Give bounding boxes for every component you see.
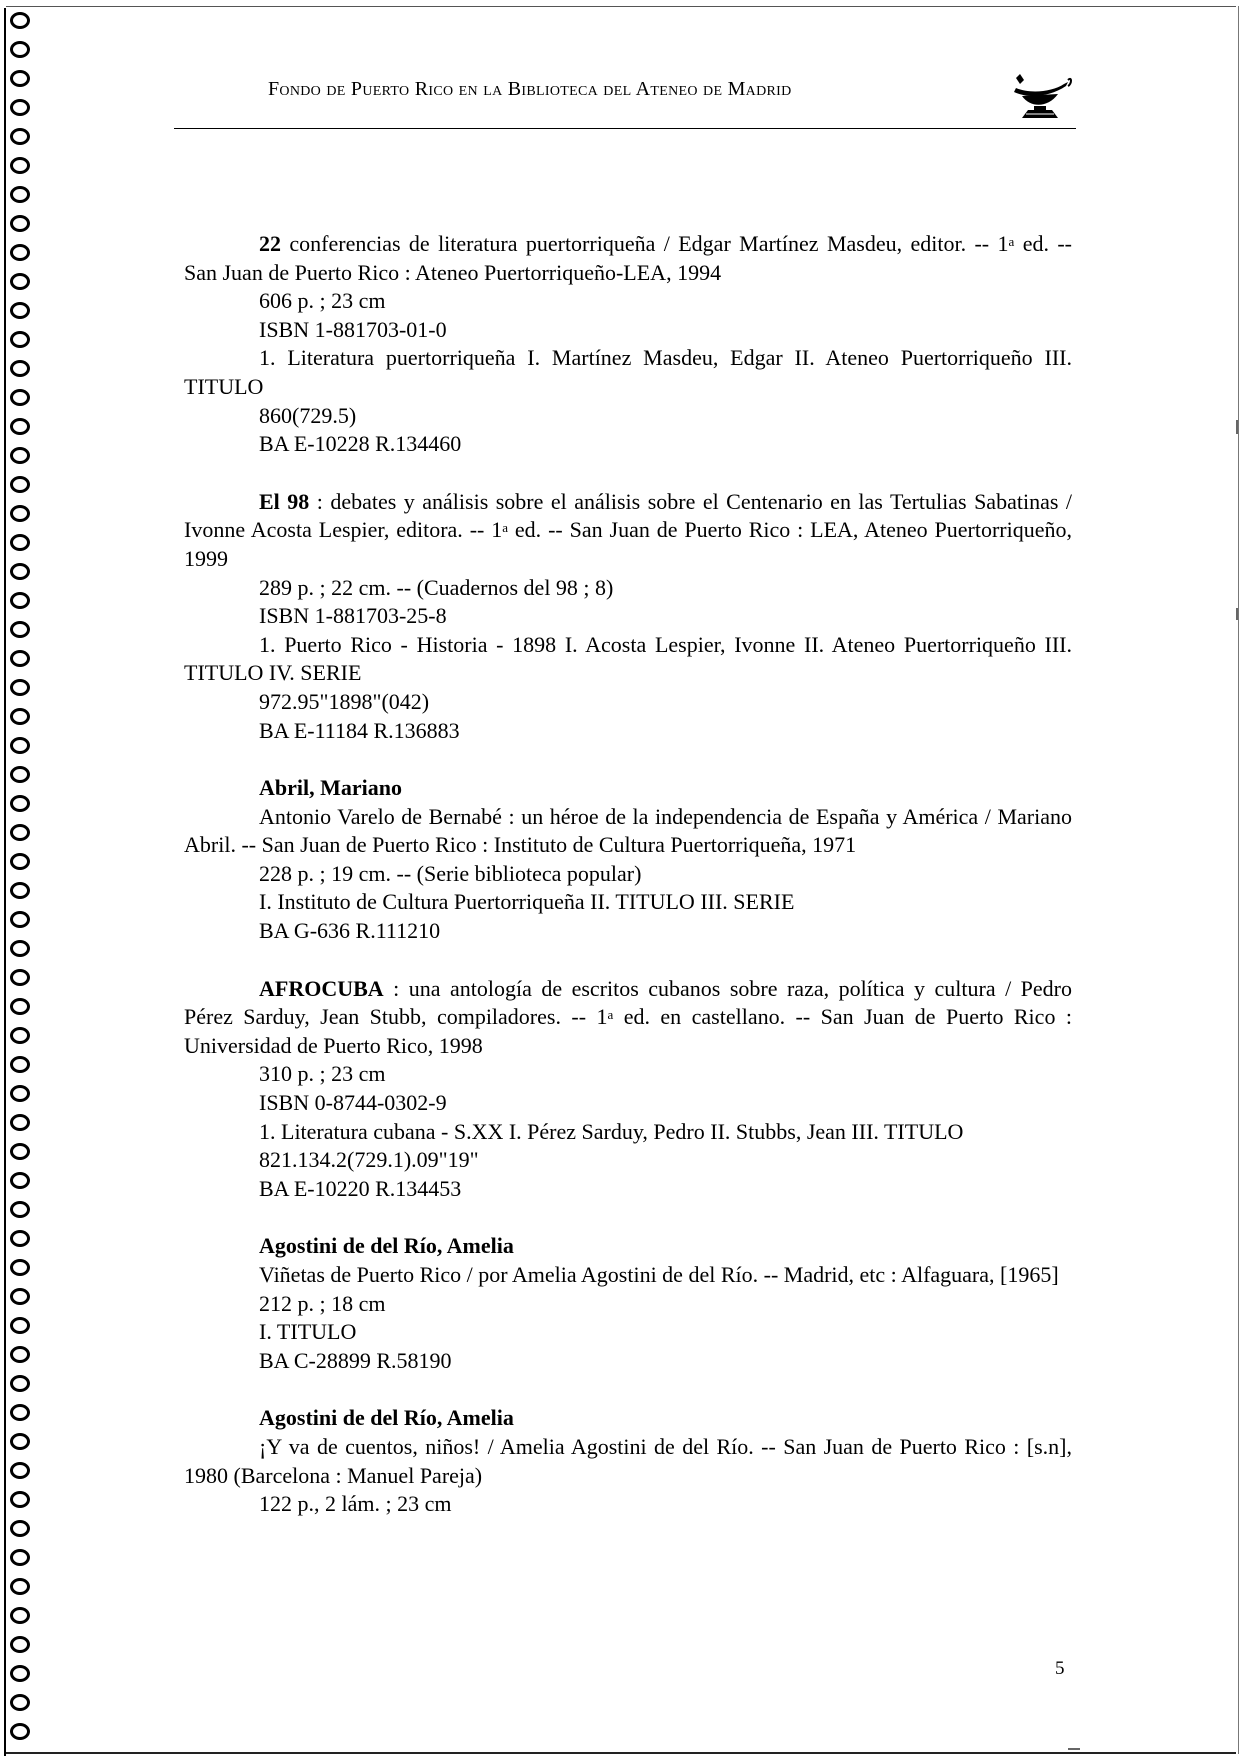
- binding-ring: [10, 1491, 30, 1508]
- catalog-entry: [184, 975, 1072, 1204]
- entry-classification: 972.95"1898"(042): [259, 688, 430, 714]
- binding-ring: [10, 1143, 30, 1160]
- binding-ring: [10, 476, 30, 493]
- binding-ring: [10, 534, 30, 551]
- binding-ring: [10, 911, 30, 928]
- binding-ring: [10, 331, 30, 348]
- binding-ring: [10, 1694, 30, 1711]
- binding-ring: [10, 1172, 30, 1189]
- entry-extent: 606 p. ; 23 cm: [259, 288, 386, 314]
- binding-edge: [4, 8, 6, 1756]
- scan-mark: [1068, 1748, 1080, 1750]
- binding-ring: [10, 621, 30, 638]
- binding-ring: [10, 737, 30, 754]
- entry-shelfmark: BA E-10220 R.134453: [259, 1175, 462, 1201]
- ordinal-mark: a: [607, 1007, 614, 1023]
- binding-ring: [10, 766, 30, 783]
- binding-ring: [10, 215, 30, 232]
- catalog-entry: [184, 774, 1072, 946]
- binding-ring: [10, 795, 30, 812]
- binding-ring: [10, 1520, 30, 1537]
- binding-ring: [10, 563, 30, 580]
- page-header: Fondo de Puerto Rico en la Biblioteca del Ateneo de Madrid: [268, 78, 792, 100]
- binding-ring: [10, 592, 30, 609]
- binding-ring: [10, 128, 30, 145]
- entry-title: Antonio Varelo de Bernabé : un héroe de la independencia de España y América / Mariano Abril. -- San Juan de Puerto Rico : Instituto de Cultura Puertorriqueña, 1971: [184, 803, 1072, 858]
- entry-subjects: I. TITULO: [259, 1319, 357, 1345]
- entry-author: Agostini de del Río, Amelia: [259, 1233, 514, 1259]
- binding-ring: [10, 12, 30, 29]
- binding-ring: [10, 1578, 30, 1595]
- binding-ring: [10, 1404, 30, 1421]
- binding-ring: [10, 1056, 30, 1073]
- entry-extent: 228 p. ; 19 cm. -- (Serie biblioteca popular): [259, 860, 642, 886]
- binding-ring: [10, 998, 30, 1015]
- entry-extent: 310 p. ; 23 cm: [259, 1061, 386, 1087]
- binding-ring: [10, 157, 30, 174]
- binding-ring: [10, 1230, 30, 1247]
- entry-shelfmark: BA E-10228 R.134460: [259, 431, 462, 457]
- entry-extent: 289 p. ; 22 cm. -- (Cuadernos del 98 ; 8): [259, 574, 614, 600]
- entry-description: [184, 975, 1072, 1061]
- binding-ring: [10, 1462, 30, 1479]
- entry-isbn: ISBN 1-881703-25-8: [259, 603, 447, 629]
- ordinal-mark: a: [1008, 234, 1015, 249]
- page-number: 5: [1055, 1658, 1065, 1679]
- binding-ring: [10, 447, 30, 464]
- binding-ring: [10, 824, 30, 841]
- binding-ring: [10, 1346, 30, 1363]
- entry-author: Abril, Mariano: [259, 775, 402, 801]
- entry-author: Agostini de del Río, Amelia: [259, 1405, 514, 1431]
- binding-ring: [10, 1636, 30, 1653]
- ordinal-mark: a: [502, 520, 509, 536]
- binding-ring: [10, 418, 30, 435]
- entry-classification: 860(729.5): [259, 402, 357, 428]
- binding-ring: [10, 1027, 30, 1044]
- catalog-list: [184, 230, 1072, 1548]
- scan-mark: [1236, 420, 1238, 434]
- entry-subjects: I. Instituto de Cultura Puertorriqueña II. TITULO III. SERIE: [259, 889, 795, 915]
- scan-mark: [1236, 608, 1238, 620]
- entry-lead: 22: [259, 231, 281, 256]
- catalog-entry: [184, 1232, 1072, 1375]
- entry-lead: AFROCUBA: [259, 975, 384, 1001]
- entry-classification: 821.134.2(729.1).09"19": [259, 1147, 479, 1173]
- catalog-entry: [184, 230, 1072, 459]
- header-rule: [174, 128, 1076, 129]
- entry-shelfmark: BA E-11184 R.136883: [259, 717, 460, 743]
- entry-main-rest: ed. -- San Juan de Puerto Rico : Ateneo Puertorriqueño-LEA, 1994: [184, 231, 1073, 285]
- oil-lamp-icon: [1008, 72, 1074, 122]
- entry-shelfmark: BA G-636 R.111210: [259, 918, 441, 944]
- page-frame-right: [1238, 6, 1239, 1754]
- catalog-entry: [184, 1404, 1072, 1518]
- entry-title: Viñetas de Puerto Rico / por Amelia Agostini de del Río. -- Madrid, etc : Alfaguara, [1965]: [259, 1262, 1059, 1287]
- binding-ring: [10, 940, 30, 957]
- binding-ring: [10, 389, 30, 406]
- entry-lead: El 98: [259, 488, 310, 514]
- binding-ring: [10, 1317, 30, 1334]
- entry-title: ¡Y va de cuentos, niños! / Amelia Agostini de del Río. -- San Juan de Puerto Rico : [s.n], 1980 (Barcelona : Manuel Pareja): [184, 1433, 1072, 1488]
- binding-ring: [10, 1433, 30, 1450]
- binding-ring: [10, 186, 30, 203]
- page-frame-bottom: [6, 1752, 1236, 1754]
- entry-shelfmark: BA C-28899 R.58190: [259, 1347, 452, 1373]
- binding-ring: [10, 1665, 30, 1682]
- entry-main: conferencias de literatura puertorriqueña / Edgar Martínez Masdeu, editor. -- 1: [281, 231, 1009, 256]
- binding-ring: [10, 708, 30, 725]
- entry-main-rest: ed. -- San Juan de Puerto Rico : LEA, Ateneo Puertorriqueño, 1999: [184, 517, 1072, 571]
- entry-extent: 212 p. ; 18 cm: [259, 1290, 386, 1316]
- binding-ring: [10, 1201, 30, 1218]
- binding-ring: [10, 70, 30, 87]
- binding-ring: [10, 1723, 30, 1740]
- binding-ring: [10, 1607, 30, 1624]
- binding-ring: [10, 1259, 30, 1276]
- binding-ring: [10, 360, 30, 377]
- binding-ring: [10, 244, 30, 261]
- entry-isbn: ISBN 1-881703-01-0: [259, 316, 447, 342]
- entry-main-rest: ed. en castellano. -- San Juan de Puerto Rico : Universidad de Puerto Rico, 1998: [184, 1004, 1072, 1058]
- binding-ring: [10, 882, 30, 899]
- entry-subjects: 1. Literatura cubana - S.XX I. Pérez Sarduy, Pedro II. Stubbs, Jean III. TITULO: [259, 1118, 964, 1144]
- binding-ring: [10, 969, 30, 986]
- binding-ring: [10, 1114, 30, 1131]
- binding-ring: [10, 41, 30, 58]
- binding-ring: [10, 273, 30, 290]
- entry-subjects: 1. Puerto Rico - Historia - 1898 I. Acosta Lespier, Ivonne II. Ateneo Puertorriqueño III. TITULO IV. SERIE: [184, 631, 1072, 686]
- entry-isbn: ISBN 0-8744-0302-9: [259, 1090, 447, 1116]
- binding-ring: [10, 1288, 30, 1305]
- catalog-entry: [184, 488, 1072, 745]
- entry-main: : debates y análisis sobre el análisis sobre el Centenario en las Tertulias Sabatinas / Ivonne Acosta Lespier, editora. -- 1: [184, 488, 1072, 543]
- binding-ring: [10, 1085, 30, 1102]
- page-frame-top: [6, 6, 1236, 7]
- spiral-binding: [0, 0, 40, 1760]
- binding-ring: [10, 650, 30, 667]
- binding-ring: [10, 679, 30, 696]
- binding-ring: [10, 302, 30, 319]
- binding-ring: [10, 99, 30, 116]
- entry-description: [184, 488, 1072, 574]
- binding-ring: [10, 1375, 30, 1392]
- binding-ring: [10, 1549, 30, 1566]
- entry-extent: 122 p., 2 lám. ; 23 cm: [259, 1491, 452, 1517]
- binding-ring: [10, 853, 30, 870]
- entry-main: : una antología de escritos cubanos sobre raza, política y cultura / Pedro Pérez Sarduy, Jean Stubb, compiladores. -- 1: [184, 975, 1072, 1030]
- entry-subjects: 1. Literatura puertorriqueña I. Martínez Masdeu, Edgar II. Ateneo Puertorriqueño III. TITULO: [184, 345, 1072, 399]
- binding-ring: [10, 505, 30, 522]
- entry-description: [184, 230, 1072, 287]
